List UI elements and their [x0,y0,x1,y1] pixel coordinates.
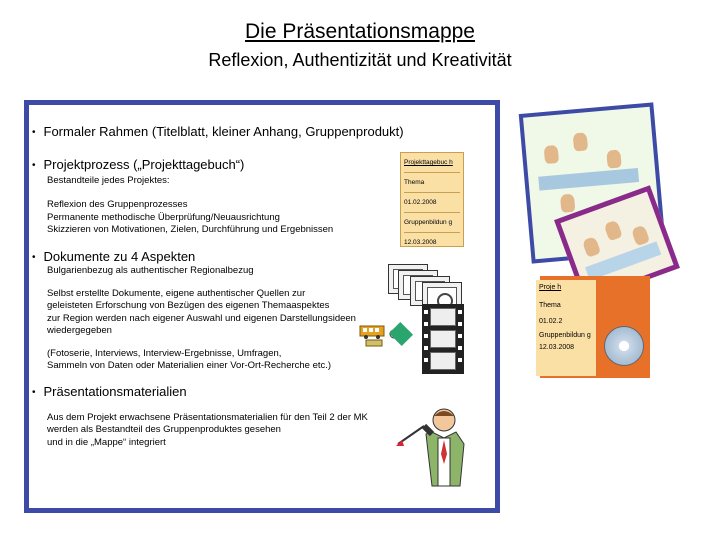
text-line: Skizzieren von Motivationen, Zielen, Durchführung und Ergebnissen [47,223,334,235]
tagebuch-thema: Thema [404,176,460,193]
bullet-praesentationsmaterialien: • Präsentationsmaterialien [32,384,187,399]
tagebuch-date1: 01.02.2 [539,318,563,325]
presenter-icon [394,404,472,488]
text-line: Aus dem Projekt erwachsene Präsentationsmaterialien für den Teil 2 der MK [47,412,368,423]
dokumente-beispiele [47,348,331,373]
slide-title: Die Präsentationsmappe [245,20,475,43]
cd-disc-icon [604,326,644,366]
tagebuch-date2: 12.03.2008 [404,239,437,246]
person-figure [603,220,622,242]
bullet-projektprozess: • Projektprozess („Projekttagebuch“) [32,157,245,172]
dokumente-regionalbezug: Bulgarienbezug als authentischer Regionalbezug [47,265,254,276]
praesentation-paragraph [47,412,368,449]
person-figure [544,145,560,164]
dokumente-paragraph [47,288,356,337]
spacer [47,187,333,199]
projekttagebuch-note [400,152,464,247]
text-line: Permanente methodische Überprüfung/Neuausrichtung [47,211,280,223]
tagebuch-heading: Projekttagebuc h [404,156,460,173]
bullet-dokumente: • Dokumente zu 4 Aspekten [32,249,196,264]
bullet-text: Formaler Rahmen (Titelblatt, kleiner Anhang, Gruppenprodukt) [43,124,404,139]
person-figure [606,149,622,168]
text-line: Selbst erstellte Dokumente, eigene authentischer Quellen zur [47,288,306,299]
text-line: (Fotoserie, Interviews, Interview-Ergebnisse, Umfragen, [47,348,282,359]
projekttagebuch-note-partial [536,280,596,376]
tagebuch-heading: Proje h [539,284,562,291]
text-line: werden als Bestandteil des Gruppenproduktes gesehen [47,424,281,436]
bullet-text: Dokumente zu 4 Aspekten [43,249,196,264]
text-line: Sammeln von Daten oder Materialien einer Vor-Ort-Recherche etc.) [47,360,332,372]
tagebuch-date1: 01.02.2008 [404,196,460,213]
text-line: Reflexion des Gruppenprozesses [47,199,188,211]
tagebuch-gruppe: Gruppenbildun g [539,332,591,339]
bullet-formaler-rahmen: • Formaler Rahmen (Titelblatt, kleiner Anhang, Gruppenprodukt) [32,124,404,139]
person-figure [631,225,650,247]
table-shape [538,168,639,191]
tagebuch-gruppe: Gruppenbildun g [404,216,460,233]
tagebuch-date2: 12.03.2008 [539,344,575,351]
projektprozess-details [47,175,333,236]
bullet-text: Projektprozess („Projekttagebuch“) [43,157,245,172]
slide-subtitle: Reflexion, Authentizität und Kreativität [208,50,512,70]
person-figure [582,236,601,258]
text-line: geleisteten Erforschung von Bezügen des eigenen Themaaspektes [47,300,330,312]
person-figure [560,194,576,213]
person-figure [573,132,589,151]
tagebuch-thema: Thema [539,302,561,309]
text-line: zur Region werden nach eigener Auswahl und eigenen Darstellungsideen [47,312,356,324]
text-line: wiedergegeben [47,324,112,336]
text-line: Bestandteile jedes Projektes: [47,175,170,186]
bullet-text: Präsentationsmaterialien [43,384,187,399]
film-strip-icon [422,304,464,374]
text-line: und in die „Mappe“ integriert [47,436,166,448]
